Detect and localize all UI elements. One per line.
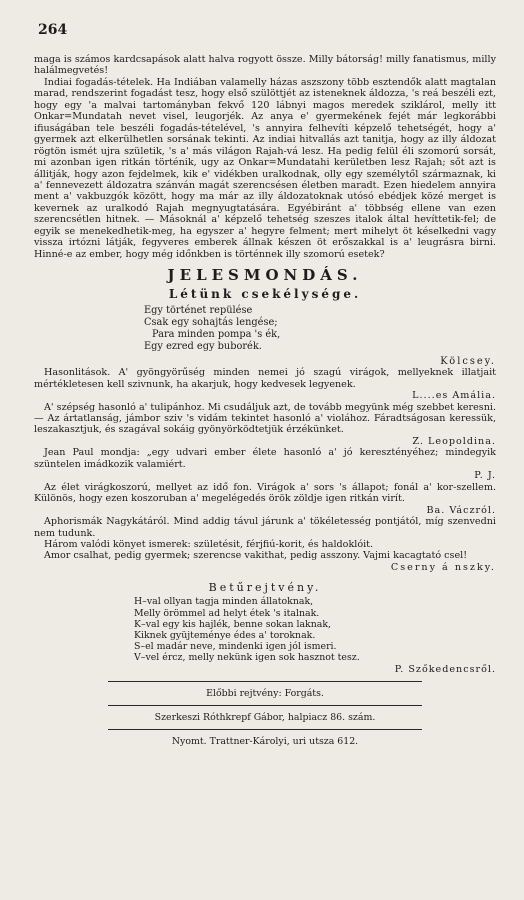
poem bbox=[144, 305, 496, 353]
section-heading: JELESMONDÁS. bbox=[167, 266, 363, 285]
konyet-paragraph: Három valódi könyet ismerek: születésit, férjfiú-korit, és haldoklóit. bbox=[44, 538, 374, 550]
sayings-section bbox=[34, 367, 496, 573]
riddle-line: Melly örömmel ad helyt étek 's italnak. bbox=[134, 607, 320, 619]
hasonlitasok-paragraph: Hasonlitások. A' gyöngyörűség minden nemei jó szagú virágok, mellyeknek illatjait mértékletesen kell szivnunk, ha akarjuk, hogy kedvesek legyenek. bbox=[34, 367, 496, 390]
signature: L....es Amália. bbox=[412, 390, 496, 402]
poem-line: Para minden pompa 's ék, bbox=[152, 329, 281, 341]
amor-paragraph: Amor csalhat, pedig gyermek; szerencse vakithat, pedig asszony. Vajmi kacagtató csel! bbox=[44, 550, 468, 562]
riddle-line: H–val ollyan tagja minden állatoknak, bbox=[134, 596, 314, 608]
divider bbox=[108, 729, 422, 730]
riddle-signature: P. Szőkedencsről. bbox=[394, 663, 496, 675]
riddle-title: Betűrejtvény. bbox=[208, 581, 322, 595]
poem-author: Kölcsey. bbox=[440, 356, 496, 368]
riddle-line: K–val egy kis hajlék, benne sokan laknak, bbox=[134, 618, 332, 630]
printer-line: Nyomt. Trattner-Károlyi, uri utsza 612. bbox=[171, 735, 359, 747]
poem-line: Egy ezred egy buborék. bbox=[144, 341, 262, 353]
jean-paul-paragraph: Jean Paul mondja: „egy udvari ember élete hasonló a' jó keresztényéhez; mindegyik szüntelen imádkozik valamiért. bbox=[34, 447, 496, 470]
divider bbox=[108, 681, 422, 682]
editor-line: Szerkeszi Róthkrepf Gábor, halpiacz 86. szám. bbox=[154, 711, 376, 723]
aphorismak-paragraph: Aphorismák Nagykátáról. Mind addig távul járunk a' tökéletesség pontjától, míg szenvedni nem tudunk. bbox=[34, 516, 496, 539]
page-number: 264 bbox=[38, 22, 68, 38]
koszoru-paragraph: Az élet virágkoszorú, mellyet az idő fon. Virágok a' sors 's állapot; fonál a' kor-szellem. Különös, hogy ezen koszoruban a' megelégedés örök zöldje igen ritkán virít. bbox=[34, 481, 496, 505]
signature: Z. Leopoldina. bbox=[412, 435, 496, 447]
riddle-line: V–vel ércz, melly nekünk igen sok hasznot tesz. bbox=[134, 652, 360, 664]
previous-riddle-answer: Előbbi rejtvény: Forgáts. bbox=[206, 687, 324, 699]
riddle-line: Kiknek gyüjteménye édes a' toroknak. bbox=[134, 629, 316, 641]
riddle-line: S–el madár neve, mindenki igen jól ismeri. bbox=[134, 641, 337, 653]
riddle bbox=[134, 596, 496, 663]
signature: Ba. Váczról. bbox=[426, 504, 496, 516]
signature: Cserny á nszky. bbox=[390, 561, 496, 573]
section-subheading: Létünk csekélysége. bbox=[168, 287, 362, 302]
divider bbox=[108, 705, 422, 706]
signature: P. J. bbox=[474, 470, 496, 482]
paragraph-indiai: Indiai fogadás-tételek. Ha Indiában valamelly házas aszszony több esztendők alatt magtalan marad, rendszerint fogadást tesz, hogy első szülöttjét az isteneknek áldozza, 's reá beszéli ezt, hogy egy 'a malvai tartományban fekvő 120 lábnyi magos meredek sziklárol, melly itt Onkar=Mundatah nevet visel, leugorjék. Az anya e' gyermekének fejét már legkorábbi ifiuságában tele beszéli fogadás-tételével, 's annyira felhevíti képzelő tehetségét, hogy a' gyermek azt elkerülhetlen sorsának tekinti. Az indiai hitvallás azt tanitja, hogy az illy áldozat rögtön ismét ujra születik, 's a' más világon Rajah-vá lesz. Ha pedig felül éli szomorú sorsát, mi azonban igen ritkán történik, ugy az Onkar=Mundatahi kerületben lesz Rajah; sőt azt is állitják, hogy azon fejdelmek, kik e' vidékben uralkodnak, olly egy személytől származnak, ki a' fennevezett áldozatra szánván magát szerencsésen életben maradt. Ezen hiedelem annyira ment a' vakbuzgók között, hogy ma már az illy áldozatoknak utósó ebédjek közé merget is kevernek az uralkodó Rajah megnyugtatására. Egyébiránt a' többség ellene van ezen szerencsétlen hitnek. — Másoknál a' képzelő tehetség szeszes italok által hevíttetik-fel; de egyik se menekedhetik-meg, ha egyszer a' hegyre felment; mert mihelyt öt késelkedni vagy vissza irtózni látják, fegyveres emberek állnak készen öt erőszakkal is a' leugrásra birni. Hinné-e az ember, hogy még időnkben is történnek illy szomorú esetek? bbox=[34, 76, 496, 260]
poem-line: Egy történet repülése bbox=[144, 305, 253, 317]
article-body bbox=[34, 54, 496, 260]
szepseg-paragraph: A' szépség hasonló a' tulipánhoz. Mi csudáljuk azt, de tovább megyünk még szebbet keresni. — Az ártatlanság, jámbor sziv 's vidám tekintet hasonló a' violához. Fáradtságosan keressük, leszakasztjuk, és szagával sokáig gyönyörködtetjük érzékünket. bbox=[34, 401, 496, 436]
poem-line: Csak egy sohajtás lengése; bbox=[144, 317, 278, 329]
paragraph-intro: maga is számos kardcsapások alatt halva rogyott össze. Milly bátorság! milly fanatismus, milly halálmegvetés! bbox=[34, 54, 496, 77]
